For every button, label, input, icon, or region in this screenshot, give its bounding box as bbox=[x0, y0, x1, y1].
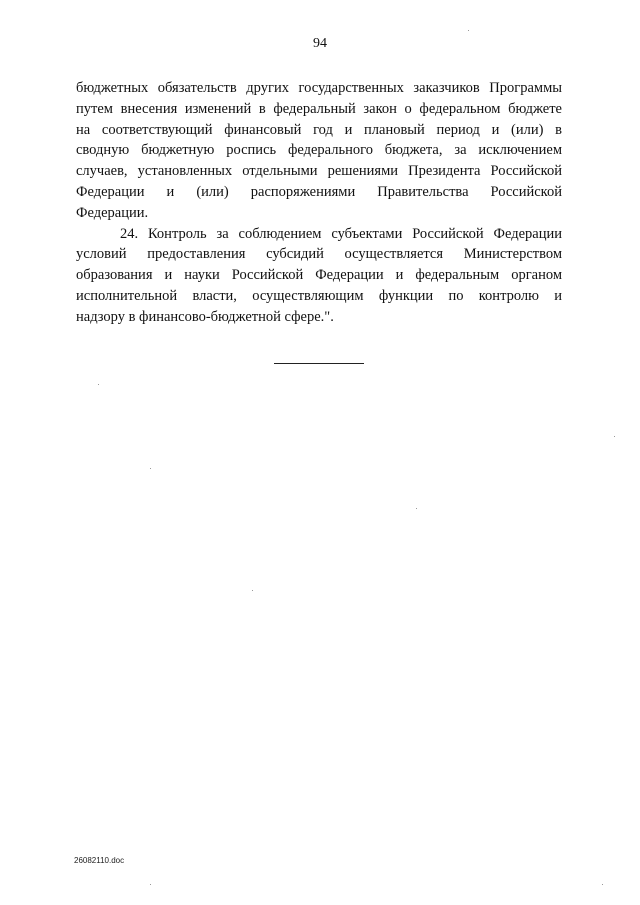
text-line: бюджетных обязательств других государственных заказчиков Программы bbox=[76, 80, 562, 96]
scan-speck bbox=[614, 436, 615, 437]
end-separator-line bbox=[274, 363, 364, 364]
scan-speck bbox=[468, 30, 469, 31]
text-line: Федерации и (или) распоряжениями Правительства Российской bbox=[76, 183, 562, 200]
scan-speck bbox=[416, 508, 417, 509]
page-number: 94 bbox=[313, 36, 327, 51]
scan-speck bbox=[150, 884, 151, 885]
paragraph-continued bbox=[76, 78, 562, 224]
scan-speck bbox=[98, 384, 99, 385]
text-line: сводную бюджетную роспись федерального бюджета, за исключением bbox=[76, 142, 562, 159]
text-line: на соответствующий финансовый год и плановый период и (или) в bbox=[76, 121, 562, 138]
text-line: путем внесения изменений в федеральный закон о федеральном бюджете bbox=[76, 100, 562, 117]
text-line: условий предоставления субсидий осуществляется Министерством bbox=[76, 246, 562, 263]
text-line: Федерации. bbox=[76, 204, 149, 221]
text-line: надзору в финансово-бюджетной сфере.". bbox=[76, 308, 334, 325]
scan-speck bbox=[252, 590, 253, 591]
text-line: исполнительной власти, осуществляющим функции по контролю и bbox=[76, 287, 562, 304]
paragraph-24 bbox=[76, 224, 562, 328]
text-line: случаев, установленных отдельными решениями Президента Российской bbox=[76, 163, 562, 180]
scan-speck bbox=[602, 884, 603, 885]
text-line: 24. Контроль за соблюдением субъектами Российской Федерации bbox=[120, 225, 562, 242]
footer-filename: 26082110.doc bbox=[74, 856, 125, 865]
document-body bbox=[76, 78, 562, 328]
scan-speck bbox=[150, 468, 151, 469]
text-line: образования и науки Российской Федерации и федеральным органом bbox=[76, 267, 562, 284]
